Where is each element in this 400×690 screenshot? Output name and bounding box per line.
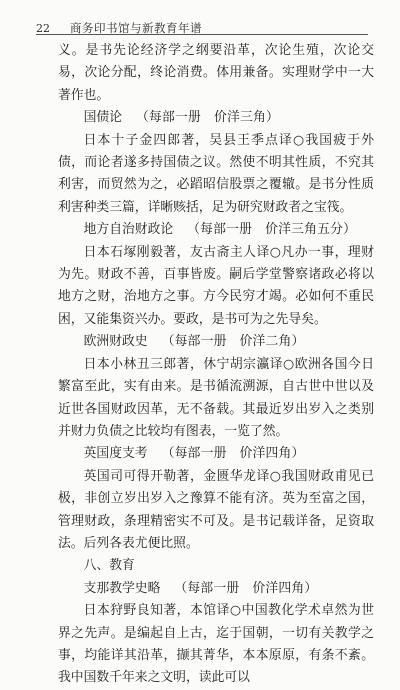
running-head	[36, 0, 374, 34]
book-price-note: （每部一册 价洋三角五分）	[187, 222, 357, 238]
book-description: 日本十子金四郎著，吴县王季点译○我国疲于外债，而论者遂多持国债之议。然使不明其性质，不究其利害，而贸然为之，必蹈昭信股票之覆辙。是书分性质利害种类三篇，详晰赅括，足为研究财政者之宝筏。	[58, 132, 374, 215]
book-entry-heading	[58, 219, 374, 241]
section-heading: 八、教育	[83, 558, 135, 574]
continued-paragraph: 义。是书先论经济学之纲要沿革，次论生殖，次论交易，次论分配，终论消费。体用兼备。实理财学中一大著作也。	[58, 43, 374, 103]
book-description: 日本狩野良知著，本馆译○中国教化学术卓然为世界之先声。是编起自上古，迄于国朝，一切有关教学之事，均能详其沿革，撷其菁华，本本原原，有条不紊。我中国数千年来之文明，读此可以	[58, 603, 374, 686]
book-price-note: （每部一册 价洋二角）	[161, 334, 305, 350]
book-title: 支那教学史略	[83, 580, 161, 596]
page-body	[58, 40, 374, 690]
page-number: 22	[36, 22, 50, 35]
book-description: 日本小林丑三郎著，休宁胡宗瀛译○欧洲各国今日繁富至此，实有由来。是书循流溯源，自古世中世以及近世各国财政因革，无不备载。其最近岁出岁入之类别并财力负债之比较均有图表，一览了然。	[58, 356, 374, 439]
book-title: 地方自治财政论	[83, 222, 174, 238]
book-entry-heading	[58, 107, 374, 129]
book-title: 英国度支考	[83, 446, 148, 462]
book-entry-heading	[58, 331, 374, 353]
book-entry-heading	[58, 443, 374, 465]
book-description: 日本石塚刚毅著，友古斋主人译○凡办一事，理财为先。财政不善，百事皆废。嗣后学堂警察诸政必将以地方之财，治地方之事。方今民穷才竭。必如何不重民困，又能集资兴办。要政，是书可为之先导矣。	[58, 244, 374, 327]
running-head-title: 商务印书馆与新教育年谱	[70, 21, 202, 35]
book-title: 国债论	[83, 110, 122, 126]
book-entry-heading	[58, 578, 374, 600]
book-price-note: （每部一册 价洋四角）	[161, 446, 305, 462]
book-price-note: （每部一册 价洋三角）	[135, 110, 279, 126]
book-price-note: （每部一册 价洋四角）	[174, 580, 318, 596]
book-title: 欧洲财政史	[83, 334, 148, 350]
book-description: 英国司可得开勒著，金匮华龙译○我国财政甫见已极，非创立岁出岁入之豫算不能有济。英为至富之国，管理财政，条理精密实不可及。是书记载详备，足资取法。后列各表尤便比照。	[58, 468, 374, 551]
